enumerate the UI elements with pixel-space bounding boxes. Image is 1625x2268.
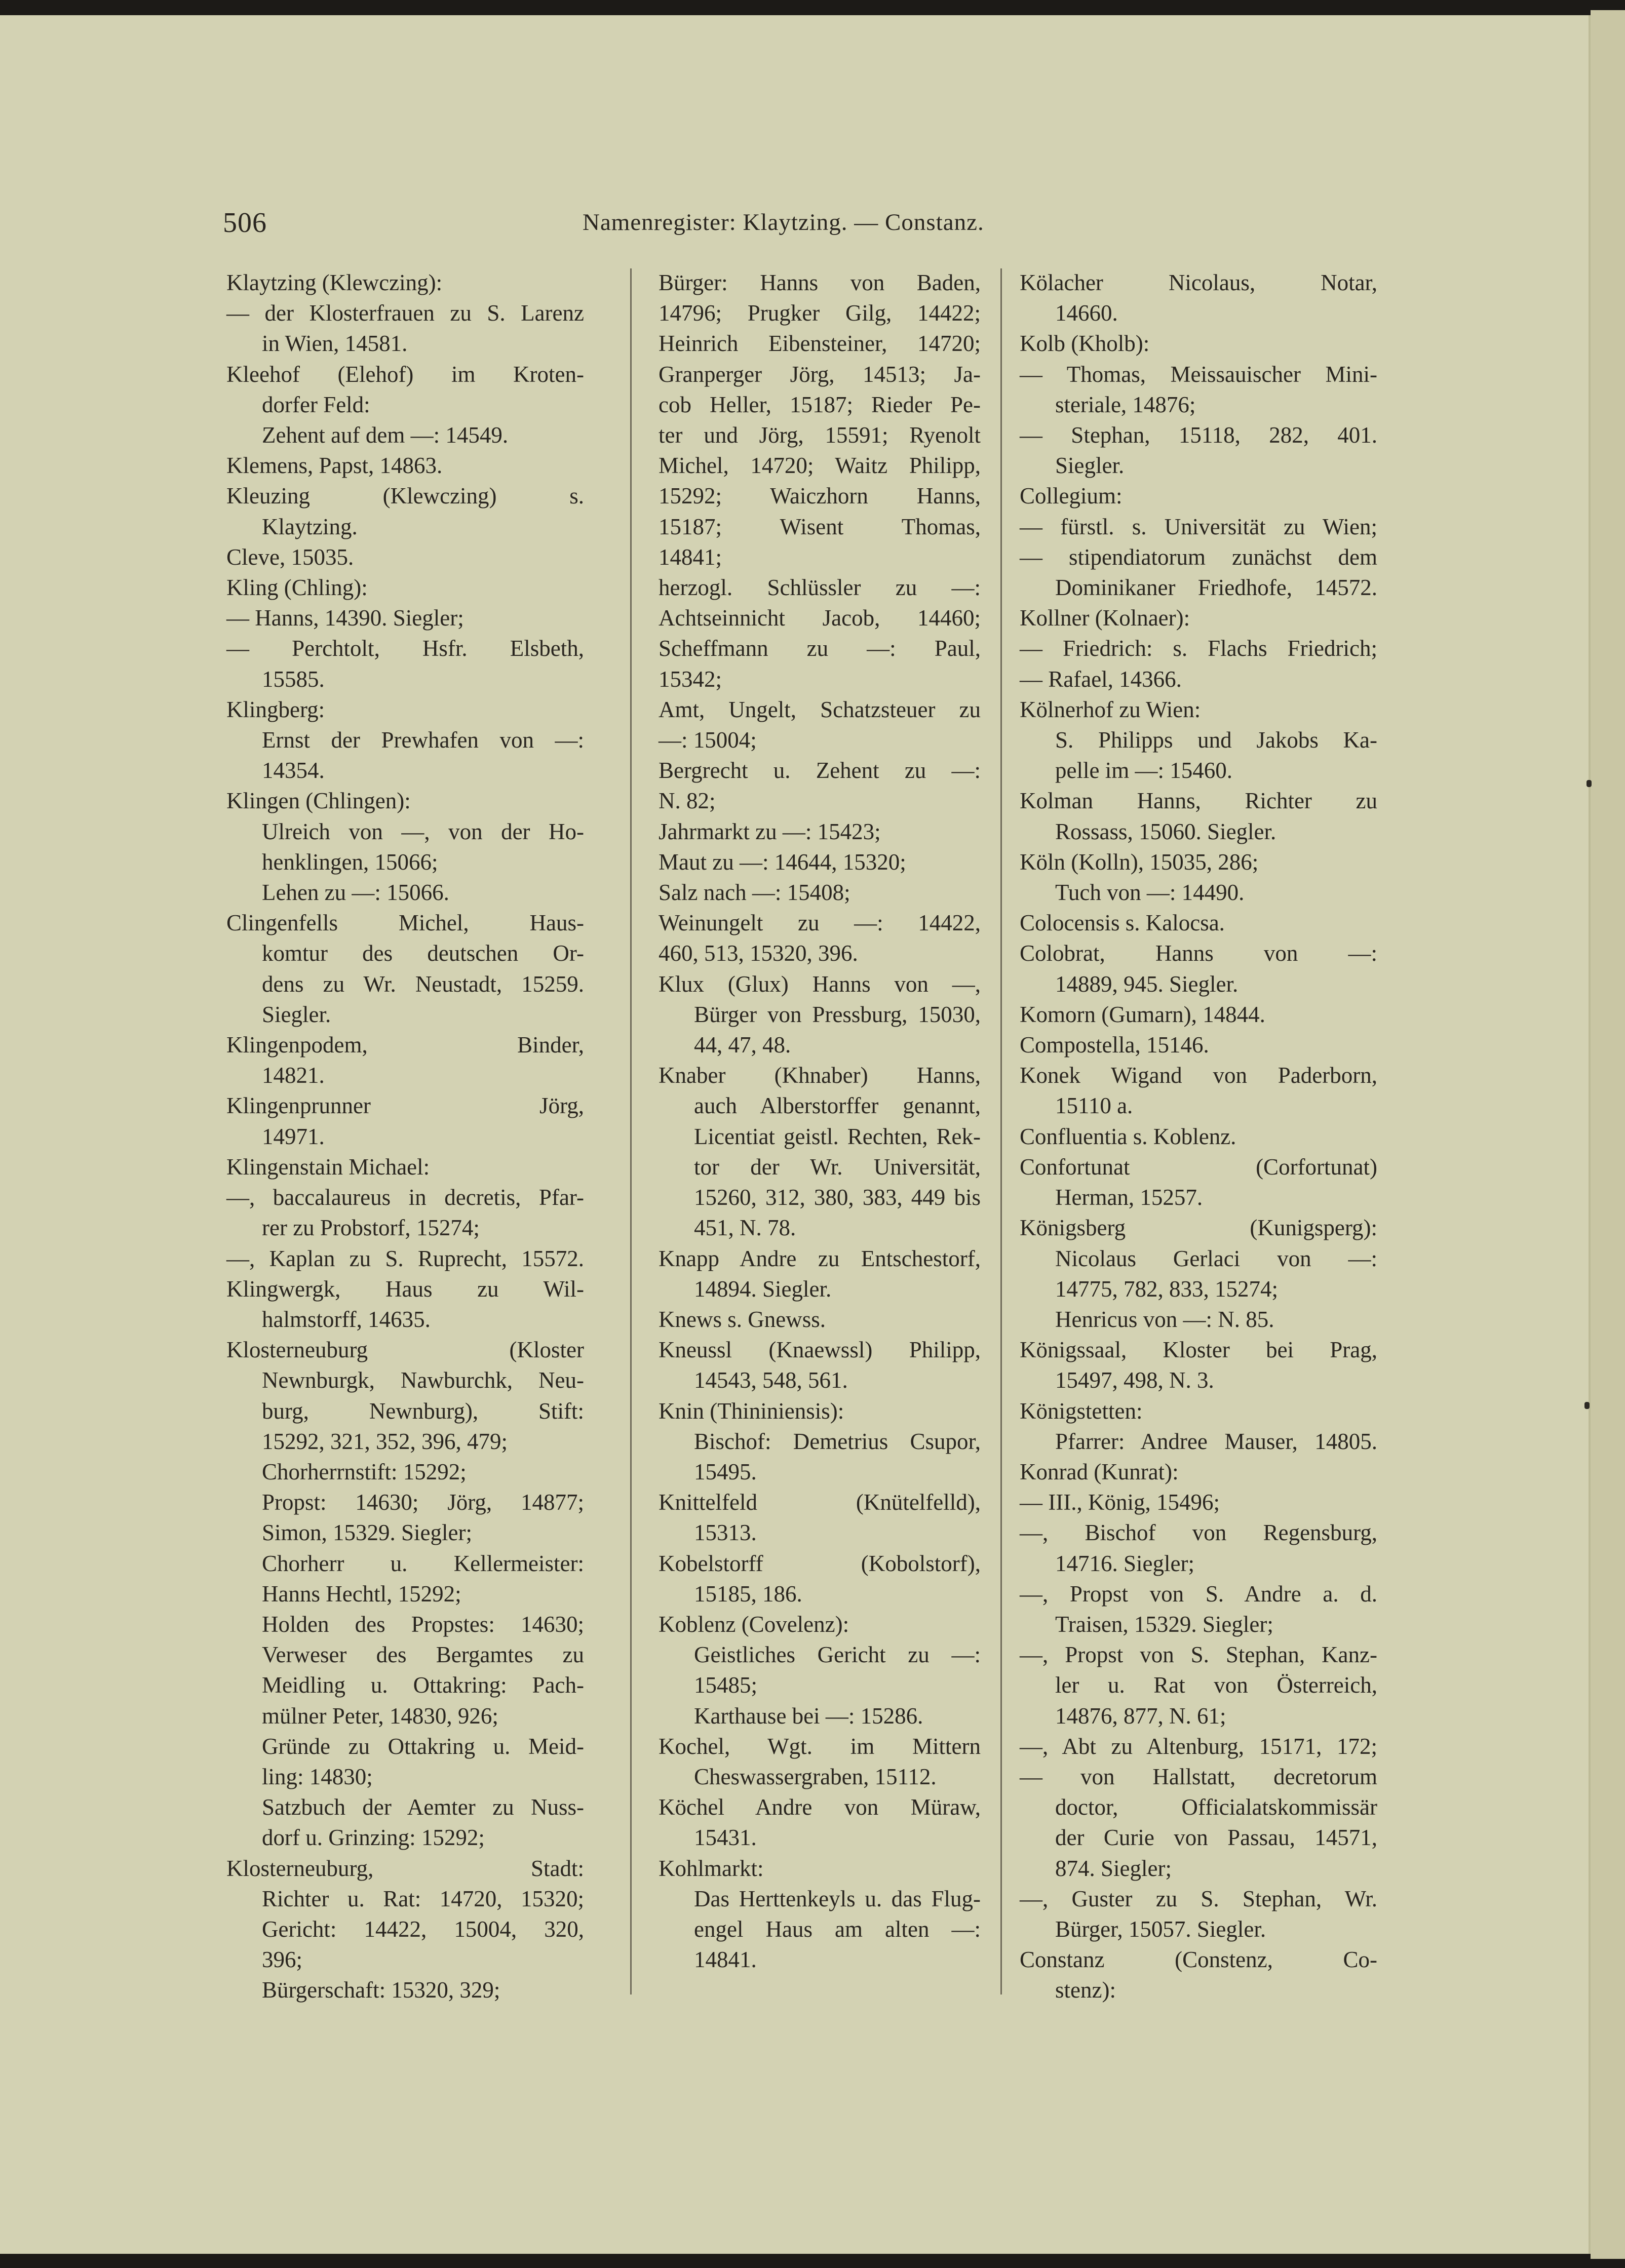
index-line: Kölnerhof zu Wien: [1020,696,1201,722]
index-line: Bürger: Hanns von Baden, [659,270,981,295]
index-line: Gericht: 14422, 15004, 320, [262,1916,584,1942]
index-line: Köchel Andre von Müraw, [659,1794,981,1820]
index-line: Satzbuch der Aemter zu Nuss- [262,1794,584,1820]
index-line: 15342; [659,666,722,692]
index-line: Confluentia s. Koblenz. [1020,1123,1236,1149]
index-line: — Perchtolt, Hsfr. Elsbeth, [226,636,584,661]
index-line: ter und Jörg, 15591; Ryenolt [659,422,981,448]
index-column-left [226,267,584,2006]
index-line: — Thomas, Meissauischer Mini- [1020,361,1377,387]
index-line: 874. Siegler; [1055,1855,1172,1881]
index-line: Königssaal, Kloster bei Prag, [1020,1337,1377,1363]
index-line: Siegler. [262,1001,331,1027]
index-line: Lehen zu —: 15066. [262,880,449,906]
index-line: Kneussl (Knaewssl) Philipp, [659,1337,981,1363]
index-line: Meidling u. Ottakring: Pach- [262,1672,584,1698]
index-line: Zehent auf dem —: 14549. [262,422,509,448]
index-line: dorf u. Grinzing: 15292; [262,1825,485,1851]
index-line: 14841; [659,544,722,570]
index-line: Tuch von —: 14490. [1055,880,1245,906]
index-line: Gründe zu Ottakring u. Meid- [262,1733,584,1759]
index-line: Bürgerschaft: 15320, 329; [262,1977,500,2003]
index-line: Köln (Kolln), 15035, 286; [1020,849,1259,875]
index-line: Konrad (Kunrat): [1020,1459,1179,1484]
index-line: Cheswassergraben, 15112. [694,1764,937,1789]
index-line: Colocensis s. Kalocsa. [1020,910,1225,936]
index-line: Herman, 15257. [1055,1185,1203,1210]
column-rule [1000,268,1002,1995]
column-rule [630,268,632,1995]
index-line: Nicolaus Gerlaci von —: [1055,1245,1377,1271]
index-line: Bergrecht u. Zehent zu —: [659,758,981,784]
index-line: Klingen (Chlingen): [226,788,411,814]
index-line: engel Haus am alten —: [694,1916,981,1942]
index-line: 44, 47, 48. [694,1032,791,1058]
index-line: Klosterneuburg (Kloster [226,1337,584,1363]
index-line: Klemens, Papst, 14863. [226,453,443,479]
index-line: 15187; Wisent Thomas, [659,514,981,539]
index-line: Kleehof (Elehof) im Kroten- [226,361,584,387]
index-line: Königsberg (Kunigsperg): [1020,1215,1377,1241]
index-line: 15185, 186. [694,1581,802,1607]
index-line: 15431. [694,1825,757,1851]
index-line: Chorherrnstift: 15292; [262,1459,467,1484]
index-line: —: 15004; [659,727,757,753]
index-line: 14841. [694,1947,757,1973]
index-line: — fürstl. s. Universität zu Wien; [1020,514,1377,539]
index-line: —, Guster zu S. Stephan, Wr. [1020,1886,1377,1911]
index-line: doctor, Officialatskommissär [1055,1794,1377,1820]
index-line: Klux (Glux) Hanns von —, [659,971,981,997]
index-line: Klaytzing. [262,514,358,539]
index-line: Kölacher Nicolaus, Notar, [1020,270,1377,295]
index-line: Pfarrer: Andree Mauser, 14805. [1055,1428,1377,1454]
index-line: 15495. [694,1459,757,1484]
index-line: Clingenfells Michel, Haus- [226,910,584,936]
index-line: 15497, 498, N. 3. [1055,1367,1214,1393]
index-line: — stipendiatorum zunächst dem [1020,544,1377,570]
index-line: Jahrmarkt zu —: 15423; [659,818,881,844]
index-line: Klaytzing (Klewczing): [226,270,443,295]
index-line: — Stephan, 15118, 282, 401. [1020,422,1377,448]
margin-mark [1584,1402,1590,1409]
index-line: Bürger, 15057. Siegler. [1055,1916,1266,1942]
index-line: 15292, 321, 352, 396, 479; [262,1428,508,1454]
index-line: —, Kaplan zu S. Ruprecht, 15572. [226,1245,584,1271]
index-line: Colobrat, Hanns von —: [1020,941,1377,966]
index-line: 14821. [262,1063,325,1088]
index-line: S. Philipps und Jakobs Ka- [1055,727,1377,753]
index-line: Kochel, Wgt. im Mittern [659,1733,981,1759]
index-line: dorfer Feld: [262,392,370,417]
index-line: Dominikaner Friedhofe, 14572. [1055,575,1377,601]
index-line: Maut zu —: 14644, 15320; [659,849,906,875]
index-line: Ernst der Prewhafen von —: [262,727,584,753]
index-line: Kling (Chling): [226,575,368,601]
index-line: Propst: 14630; Jörg, 14877; [262,1490,584,1515]
index-line: pelle im —: 15460. [1055,758,1232,784]
index-line: Bürger von Pressburg, 15030, [694,1001,981,1027]
index-line: —, baccalaureus in decretis, Pfar- [226,1185,584,1210]
index-line: 14775, 782, 833, 15274; [1055,1276,1279,1302]
index-line: — Friedrich: s. Flachs Friedrich; [1020,636,1377,661]
index-line: Konek Wigand von Paderborn, [1020,1063,1377,1088]
index-line: Ulreich von —, von der Ho- [262,818,584,844]
margin-mark [1587,780,1592,787]
index-line: Chorherr u. Kellermeister: [262,1550,584,1576]
index-line: 15585. [262,666,325,692]
index-line: burg, Newnburg), Stift: [262,1398,584,1424]
index-line: tor der Wr. Universität, [694,1154,981,1180]
index-line: in Wien, 14581. [262,331,408,357]
index-line: Bischof: Demetrius Csupor, [694,1428,981,1454]
index-line: — von Hallstatt, decretorum [1020,1764,1377,1789]
index-line: ler u. Rat von Österreich, [1055,1672,1377,1698]
index-line: Licentiat geistl. Rechten, Rek- [694,1123,981,1149]
index-line: Königstetten: [1020,1398,1143,1424]
index-line: Michel, 14720; Waitz Philipp, [659,453,981,479]
index-line: 14971. [262,1123,325,1149]
index-line: 396; [262,1947,303,1973]
index-column-right [1020,267,1377,2006]
page-edge [1591,10,1625,2259]
index-line: Constanz (Constenz, Co- [1020,1947,1377,1973]
index-line: 14660. [1055,300,1118,326]
index-line: —, Propst von S. Stephan, Kanz- [1020,1642,1377,1668]
index-line: steriale, 14876; [1055,392,1196,417]
index-line: Knaber (Khnaber) Hanns, [659,1063,981,1088]
index-line: Kollner (Kolnaer): [1020,605,1190,631]
index-line: Karthause bei —: 15286. [694,1703,923,1729]
index-line: Siegler. [1055,453,1125,479]
index-line: Heinrich Eibensteiner, 14720; [659,331,981,357]
index-line: Hanns Hechtl, 15292; [262,1581,461,1607]
index-line: 14543, 548, 561. [694,1367,848,1393]
index-line: Rossass, 15060. Siegler. [1055,818,1276,844]
index-line: Knews s. Gnewss. [659,1306,826,1332]
index-line: 15110 a. [1055,1093,1133,1119]
index-line: Klingenstain Michael: [226,1154,430,1180]
index-line: — Rafael, 14366. [1020,666,1182,692]
index-line: N. 82; [659,788,716,814]
index-line: Achtseinnicht Jacob, 14460; [659,605,981,631]
index-line: ling: 14830; [262,1764,373,1789]
index-line: mülner Peter, 14830, 926; [262,1703,498,1729]
index-line: 14876, 877, N. 61; [1055,1703,1226,1729]
index-line: Knapp Andre zu Entschestorf, [659,1245,981,1271]
index-line: — III., König, 15496; [1020,1490,1220,1515]
index-line: —, Propst von S. Andre a. d. [1020,1581,1377,1607]
index-line: Klosterneuburg, Stadt: [226,1855,584,1881]
index-line: cob Heller, 15187; Rieder Pe- [659,392,981,417]
index-line: henklingen, 15066; [262,849,438,875]
index-line: Kohlmarkt: [659,1855,764,1881]
index-line: Knin (Thininiensis): [659,1398,844,1424]
index-line: —, Abt zu Altenburg, 15171, 172; [1020,1733,1377,1759]
index-line: stenz): [1055,1977,1116,2003]
index-line: Das Herttenkeyls u. das Flug- [694,1886,981,1911]
index-line: Geistliches Gericht zu —: [694,1642,981,1668]
index-line: Newnburgk, Nawburchk, Neu- [262,1367,584,1393]
index-line: dens zu Wr. Neustadt, 15259. [262,971,584,997]
index-line: 460, 513, 15320, 396. [659,941,858,966]
index-line: Kleuzing (Klewczing) s. [226,483,584,509]
index-line: Richter u. Rat: 14720, 15320; [262,1886,584,1911]
index-line: Collegium: [1020,483,1123,509]
index-line: 15313. [694,1520,757,1546]
index-line: Weinungelt zu —: 14422, [659,910,981,936]
index-line: halmstorff, 14635. [262,1306,431,1332]
index-line: Granperger Jörg, 14513; Ja- [659,361,981,387]
index-line: Kobelstorff (Kobolstorf), [659,1550,981,1576]
index-line: auch Alberstorffer genannt, [694,1093,981,1119]
index-line: der Curie von Passau, 14571, [1055,1825,1377,1851]
index-line: Kolb (Kholb): [1020,331,1150,357]
index-line: Verweser des Bergamtes zu [262,1642,584,1668]
index-line: 15485; [694,1672,758,1698]
index-line: 14889, 945. Siegler. [1055,971,1239,997]
index-line: Henricus von —: N. 85. [1055,1306,1274,1332]
index-line: Confortunat (Corfortunat) [1020,1154,1377,1180]
index-column-middle [659,267,981,1975]
index-line: Klingberg: [226,696,325,722]
index-line: 451, N. 78. [694,1215,796,1241]
index-line: Traisen, 15329. Siegler; [1055,1611,1273,1637]
index-line: 15292; Waiczhorn Hanns, [659,483,981,509]
index-line: Holden des Propstes: 14630; [262,1611,584,1637]
index-line: Cleve, 15035. [226,544,354,570]
index-line: Salz nach —: 15408; [659,880,850,906]
index-line: Klingenpodem, Binder, [226,1032,584,1058]
index-line: 14894. Siegler. [694,1276,832,1302]
index-line: Komorn (Gumarn), 14844. [1020,1001,1265,1027]
index-line: —, Bischof von Regensburg, [1020,1520,1377,1546]
running-head: Namenregister: Klaytzing. — Constanz. [583,209,984,236]
index-line: Amt, Ungelt, Schatzsteuer zu [659,696,981,722]
index-line: rer zu Probstorf, 15274; [262,1215,480,1241]
index-line: 14354. [262,758,325,784]
index-line: Klingwergk, Haus zu Wil- [226,1276,584,1302]
index-line: Kolman Hanns, Richter zu [1020,788,1377,814]
index-line: — der Klosterfrauen zu S. Larenz [226,300,584,326]
index-line: — Hanns, 14390. Siegler; [226,605,464,631]
index-line: 14796; Prugker Gilg, 14422; [659,300,981,326]
index-line: 15260, 312, 380, 383, 449 bis [694,1185,981,1210]
page-number: 506 [223,207,267,239]
index-line: Simon, 15329. Siegler; [262,1520,472,1546]
index-line: Klingenprunner Jörg, [226,1093,584,1119]
index-line: Scheffmann zu —: Paul, [659,636,981,661]
index-line: herzogl. Schlüssler zu —: [659,575,981,601]
index-line: komtur des deutschen Or- [262,941,584,966]
index-line: Knittelfeld (Knütelfelld), [659,1490,981,1515]
index-line: 14716. Siegler; [1055,1550,1194,1576]
index-line: Koblenz (Covelenz): [659,1611,849,1637]
index-line: Compostella, 15146. [1020,1032,1209,1058]
